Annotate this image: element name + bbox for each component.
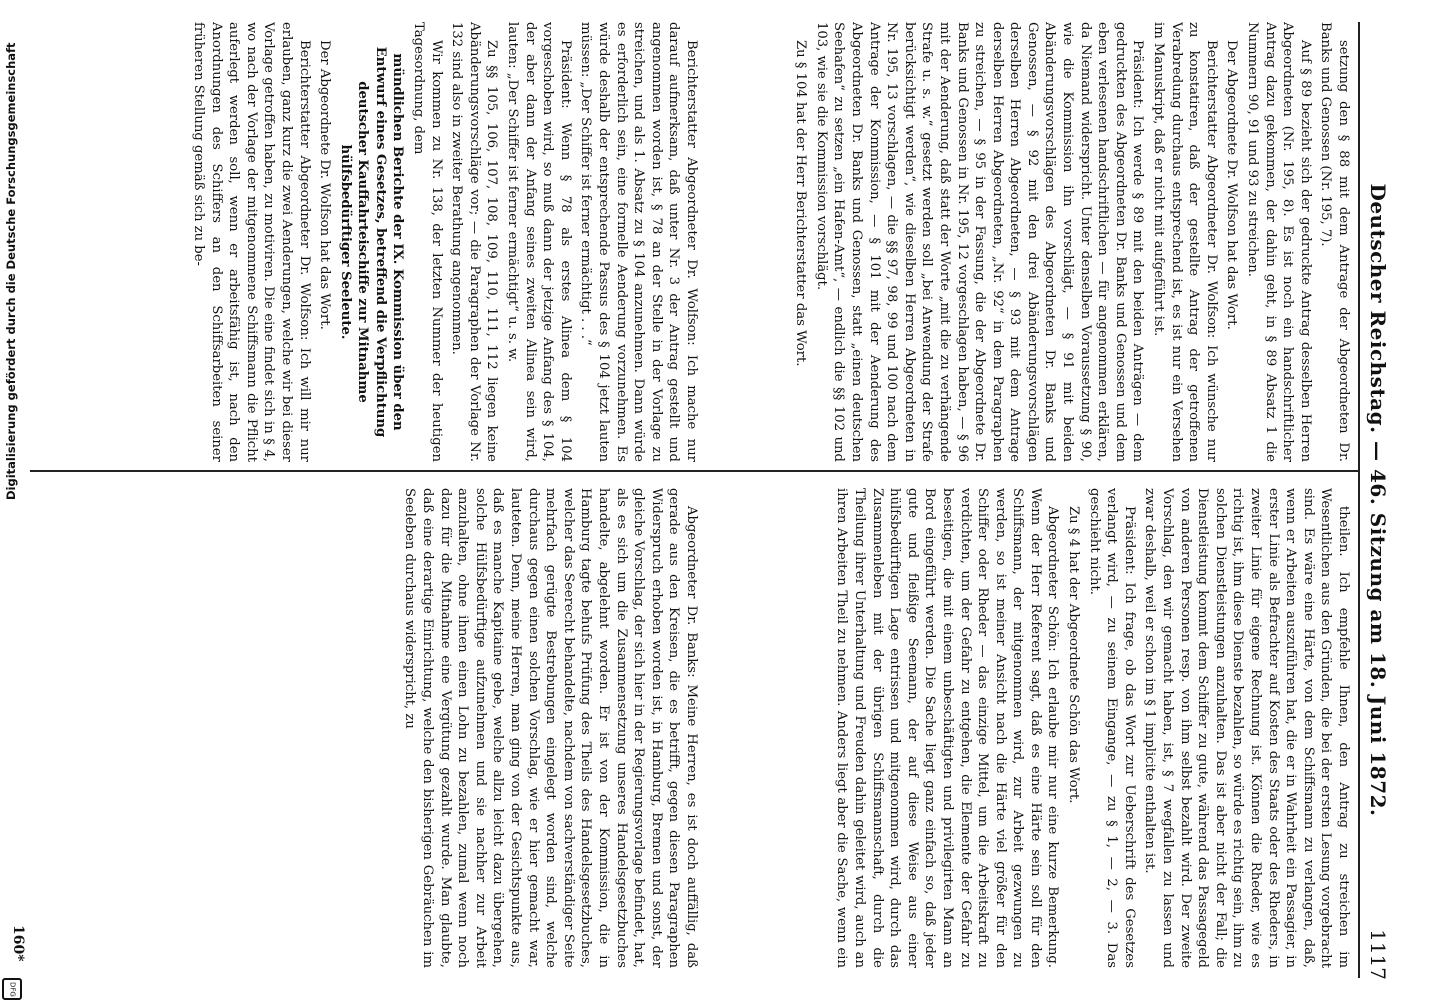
header-rule xyxy=(1358,22,1360,978)
header-title: Deutscher Reichstag. — 46. Sitzung am 18. Juni 1872. xyxy=(1366,183,1390,817)
column-lower-right xyxy=(40,488,700,968)
paragraph: Berichterstatter Abgeordneter Dr. Wolfson: Ich mache nur darauf aufmerksam, daß unter Nr. 3 der Antrag gestellt und angenommen worden ist, § 78 an der Stelle in der Vorlage zu streichen, und als 1. Absatz zu § 104 anzunehmen. Dann würde es erforderlich sein, eine formelle Aenderung vorzunehmen. Es würde deshalb der entsprechende Passus des § 104 jetzt lauten müssen: „Der Schiffer ist ferner ermächtigt . . .“ xyxy=(578,22,699,462)
paragraph: Abgeordneter Dr. Banks: Meine Herren, es ist doch auffällig, daß gerade aus den Kreisen, die es betrifft, gegen diesen Paragraphen Widerspruch erhoben worden ist, in Hamburg, Bremen und sonst, der gleiche Vorschlag, der sich hier in der Regierungsvorlage befindet, hat, als es sich um die Zusammensetzung unseres Handelsgesetzbuches handelte, abgelehnt worden. Er ist von der Kommission, die in Hamburg tagte behufs Prüfung des Theils des Handelsgesetzbuches, welcher das Seerecht behandelte, nachdem von sachverständiger Seite mehrfach gerügte Bestrebungen eingelegt worden sind, welche durchaus gegen einen solchen Vorschlag, wie er hier gemacht war, lauteten. Denn, meine Herren, man ging von der Gesichtspunkte aus, daß es manche Kapitaine gebe, welche allzu leicht dazu übergehen, solche Hülfsbedürftige aufzunehmen und sie nachher zur Arbeit anzuhalten, ohne ihnen einen Lohn zu bezahlen, zumal wenn noch dazu für die Mitnahme eine Vergütung gezahlt wurde. Man glaubte, daß eine derartige Einrichtung, welche den bisherigen Gebräuchen im Seeleben durchaus widerspricht, zu xyxy=(402,488,699,968)
paragraph: Zu § 104 hat der Herr Berichterstatter das Wort. xyxy=(793,40,809,367)
paragraph: Der Abgeordnete Dr. Wolfson hat das Wort. xyxy=(317,40,333,330)
column-upper-right xyxy=(832,488,1352,968)
column-divider xyxy=(30,470,1358,472)
section-heading: mündlichen Berichte der IX. Kommission über den Entwurf eines Gesetzes, betreffend die Verpflichtung deutscher Kauffahrteischiffe zur Mitnahme hülfsbedürftiger Seeleute. xyxy=(337,46,406,438)
column-lower-left xyxy=(20,22,700,462)
paragraph: Präsident: Ich werde § 89 mit den beiden Anträgen — dem gedruckten des Abgeordneten Dr. Banks und Genossen und dem eben verlesenen handschriftlichen — für angenommen erklären, da Niemand widerspricht. Unter denselben Voraussetzung § 90, wie die Kommission ihn vorschlägt, — § 91 mit beiden Abänderungsvorschlägen des Abgeordneten Dr. Banks und Genossen, — § 92 mit den drei Abänderungsvorschlägen derselben Herren Abgeordneten, — § 93 mit dem Antrage derselben Herren Abgeordneten, „Nr. 92“ in dem Paragraphen zu streichen, — § 95 in der Fassung, die der Abgeordnete Dr. Banks und Genossen in Nr. 195, 12 vorgeschlagen haben, — § 96 mit der Aenderung, daß statt der Worte „mit die zu verhängende Strafe u. s. w.“ gesetzt werden soll „bei Anwendung der Strafe berücksichtigt werden“, wie dieselben Herren Abgeordneten in Nr. 195, 13 vorschlagen, — die §§ 97, 98, 99 und 100 nach dem Antrage der Kommission, — § 101 mit der Aenderung des Abgeordneten Dr. Banks und Genossen, statt „einen deutschen Seehafen“ zu setzen „ein Hafen-Amt“, — endlich die §§ 102 und 103, wie sie die Kommission vorschlägt. xyxy=(813,22,1146,462)
digitization-note: Digitalisierung gefördert durch die Deutsche Forschungsgemeinschaft xyxy=(4,42,18,500)
paragraph: Präsident: Wenn § 78 als erstes Alinea dem § 104 vorgeschoben wird, so muß dann der jetzige Anfang des § 104, der aber dann der Anfang seines zweiten Alinea sein wird, lauten: „Der Schiffer ist ferner ermächtigt“ u. s. w. xyxy=(505,22,573,462)
paragraph: Präsident: Ich frage, ob das Wort zur Ueberschrift des Gesetzes verlangt wird, — zu seinem Eingange, — zu § 1, — 2, — 3. Das geschieht nicht. xyxy=(1086,488,1137,968)
paragraph: Wir kommen zu Nr. 138, der letzten Nummer der heutigen Tagesordnung, dem xyxy=(411,22,444,462)
paragraph: Zu § 4 hat der Abgeordnete Schön das Wort. xyxy=(1066,506,1082,804)
paragraph: Berichterstatter Abgeordneter Dr. Wolfson: Ich wünsche nur zu konstatiren, daß der gestellte Antrag der getroffenen Verabredung durchaus entsprechend ist, es ist nur ein Versehen im Manuskript, daß er nicht mit aufgeführt ist. xyxy=(1151,22,1219,462)
paragraph: theilen. Ich empfehle Ihnen, den Antrag zu streichen im Wesentlichen aus den Gründen, die bei der ersten Lesung vorgebracht sind. Es wäre eine Härte, von dem Schiffsmann zu verlangen, daß, wenn er Arbeiten auszuführen hat, die er in Wahrheit ein Passagier, in erster Linie als Befrachter auf Kosten des Staats oder des Rheders, in zweiter Linie für eigene Rechnung ist. Können die Rheder, wie es richtig ist, ihm diese Dienste bezahlen, so würde es richtig sein, ihm zu solchen Dienstleistungen anzuhalten. Das ist aber nicht der Fall; die Dienstleistung kommt dem Schiffer zu gute, während das Passagegeld von anderen Personen resp. von ihm selbst bezahlt wird. Der zweite Vorschlag, den wir gemacht haben, ist, § 7 wegfallen zu lassen und zwar deshalb, weil er schon im § 1 implicite enthalten ist. xyxy=(1142,488,1351,968)
column-upper-left xyxy=(712,22,1352,462)
paragraph: Auf § 89 bezieht sich der gedruckte Antrag desselben Herren Abgeordneten (Nr. 195, 8). Es ist noch ein handschriftlicher Antrag dazu gekommen, der dahin geht, in § 89 Absatz 1 die Nummern 90, 91 und 93 zu streichen. xyxy=(1245,22,1313,462)
running-header xyxy=(1362,20,1392,980)
paragraph: Zu §§ 105, 106, 107, 108, 109, 110, 111, 112 liegen keine Abänderungsvorschläge vor; — die Paragraphen der Vorlage Nr. 132 sind also in zweiter Berathung angenommen. xyxy=(449,22,500,462)
page-number: 1117 xyxy=(1366,929,1390,980)
paragraph: setzung den § 88 mit dem Antrage der Abgeordneten Dr. Banks und Genossen (Nr. 195, 7). xyxy=(1318,22,1351,462)
paragraph: Abgeordneter Schön: Ich erlaube mir nur eine kurze Bemerkung. Wenn der Herr Referent sagt, daß es eine Härte sein soll für den Schiffsmann, der mitgenommen wird, zur Arbeit gezwungen zu werden, so ist meiner Ansicht nach die Härte viel größer für den Schiffer oder Rheder — das einzige Mittel, um die Arbeitskraft zu verdichten, um der Gefahr zu entgehen, die Elemente der Gefahr zu beseitigen, die mit einem unbeschäftigten und privilegirten Mann an Bord eingeführt werden. Die Sache liegt ganz einfach so, daß jeder gute und fleißige Seemann, der auf diese Weise aus einer hülfsbedürftigen Lage entrissen und mitgenommen wird, durch das Zusammenleben mit der übrigen Schiffsmannschaft, durch die Theilung ihrer Unterhaltung und Freuden dahin geleitet wird, auch an ihren Arbeiten Theil zu nehmen. Anders liegt aber die Sache, wenn ein xyxy=(834,488,1061,968)
dfg-logo-icon: DFG xyxy=(2,978,22,1000)
sheet-signature: 160* xyxy=(10,925,26,962)
paragraph: Der Abgeordnete Dr. Wolfson hat das Wort. xyxy=(1224,40,1240,330)
paragraph: Berichterstatter Abgeordneter Dr. Wolfson: Ich will mir nur erlauben, ganz kurz die zwei Aenderungen, welche wir bei dieser Vorlage getroffen haben, zu motiviren. Die eine findet sich in § 4, wo nach der Vorlage der mitgenommene Schiffsmann die Pflicht auferlegt werden soll, wenn er arbeitsfähig ist, nach den Anordnungen des Schiffers an den Schiffsarbeiten seiner früheren Stellung gemäß sich zu be- xyxy=(190,22,312,462)
